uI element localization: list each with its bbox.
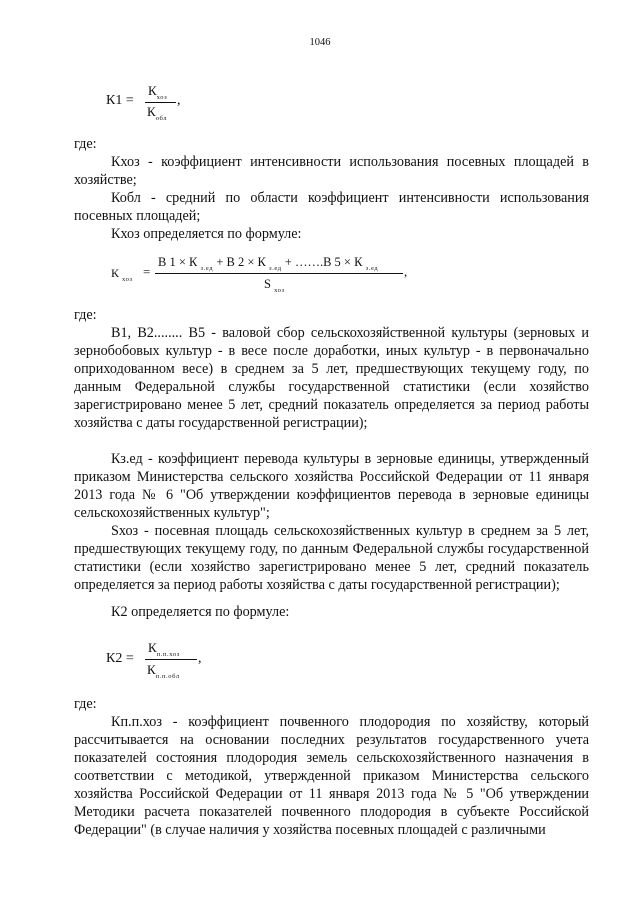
- formula-k1-comma: ,: [177, 93, 181, 108]
- formula-k2-numerator: $К_{п.п.хоз}$: [148, 640, 180, 658]
- k2-formula-intro: К2 определяется по формуле:: [111, 604, 290, 620]
- formula-kxoz-fraction-bar: [155, 273, 403, 274]
- formula-kxoz-numerator: В 1 × К $_{з.ед}$ + В 2 × К $_{з.ед}$ + …….В 5 × К $_{з.ед}$: [158, 255, 379, 272]
- formula-kxoz-denominator: S $_{хоз}$: [264, 277, 285, 294]
- formula-k2-lhs: К2 =: [106, 651, 134, 666]
- definition-b: В1, В2........ В5 - валовой сбор сельскохозяйственной культуры (зерновых и зернобобовых культур - в весе после доработки, иных культур - в первоначально оприходованном весе) в среднем за 5 лет, предшествующих текущему году, по данным Федеральной службы государственной статистики (если хозяйство зарегистрировано менее 5 лет, средний показатель определяется за период работы хозяйства с даты государственной регистрации);: [74, 325, 589, 431]
- definition-kobl: Кобл - средний по области коэффициент интенсивности использования посевных площадей;: [74, 190, 589, 224]
- formula-kxoz-equals: =: [143, 264, 151, 279]
- formula-k1-fraction-bar: [145, 102, 176, 103]
- page-number: 1046: [309, 37, 331, 48]
- formula-k1-numerator: $К_{хоз}$: [148, 83, 168, 101]
- formula-k2-fraction-bar: [145, 659, 197, 660]
- formula-kxoz-lhs: К $_{хоз}$: [111, 266, 133, 283]
- formula-k1-denominator: $К_{обл}$: [147, 104, 168, 122]
- where-label-3: где:: [74, 696, 97, 712]
- definition-sxoz: Sхоз - посевная площадь сельскохозяйственных культур в среднем за 5 лет, предшествующих текущему году, по данным Федеральной службы государственной статистики (если хозяйство зарегистрировано менее 5 лет, средний показатель определяется за период работы хозяйства с даты государственной регистрации);: [74, 523, 589, 593]
- definition-kzed: Кз.ед - коэффициент перевода культуры в зерновые единицы, утвержденный приказом Министерства сельского хозяйства Российской Федерации от 11 января 2013 года № 6 "Об утверждении коэффициентов перевода в зерновые единицы сельскохозяйственных культур";: [74, 451, 589, 521]
- formula-k2-comma: ,: [198, 651, 202, 666]
- where-label-2: где:: [74, 307, 97, 323]
- formula-k1-lhs: К1 =: [106, 93, 134, 108]
- definition-kpp: Кп.п.хоз - коэффициент почвенного плодородия по хозяйству, который рассчитывается на основании последних результатов государственного учета показателей состояния плодородия земель сельскохозяйственного назначения в соответствии с методикой, утвержденной приказом Министерства сельского хозяйства Российской Федерации от 11 января 2013 года № 5 "Об утверждении Методики расчета показателей почвенного плодородия в субъекте Российской Федерации" (в случае наличия у хозяйства посевных площадей с различными: [74, 714, 589, 838]
- definition-kxoz: Кхоз - коэффициент интенсивности использования посевных площадей в хозяйстве;: [74, 154, 589, 188]
- where-label-1: где:: [74, 136, 97, 152]
- kxoz-formula-intro: Кхоз определяется по формуле:: [111, 226, 302, 242]
- formula-k2-denominator: $К_{п.п.обл}$: [147, 662, 180, 680]
- formula-kxoz-comma: ,: [404, 264, 408, 279]
